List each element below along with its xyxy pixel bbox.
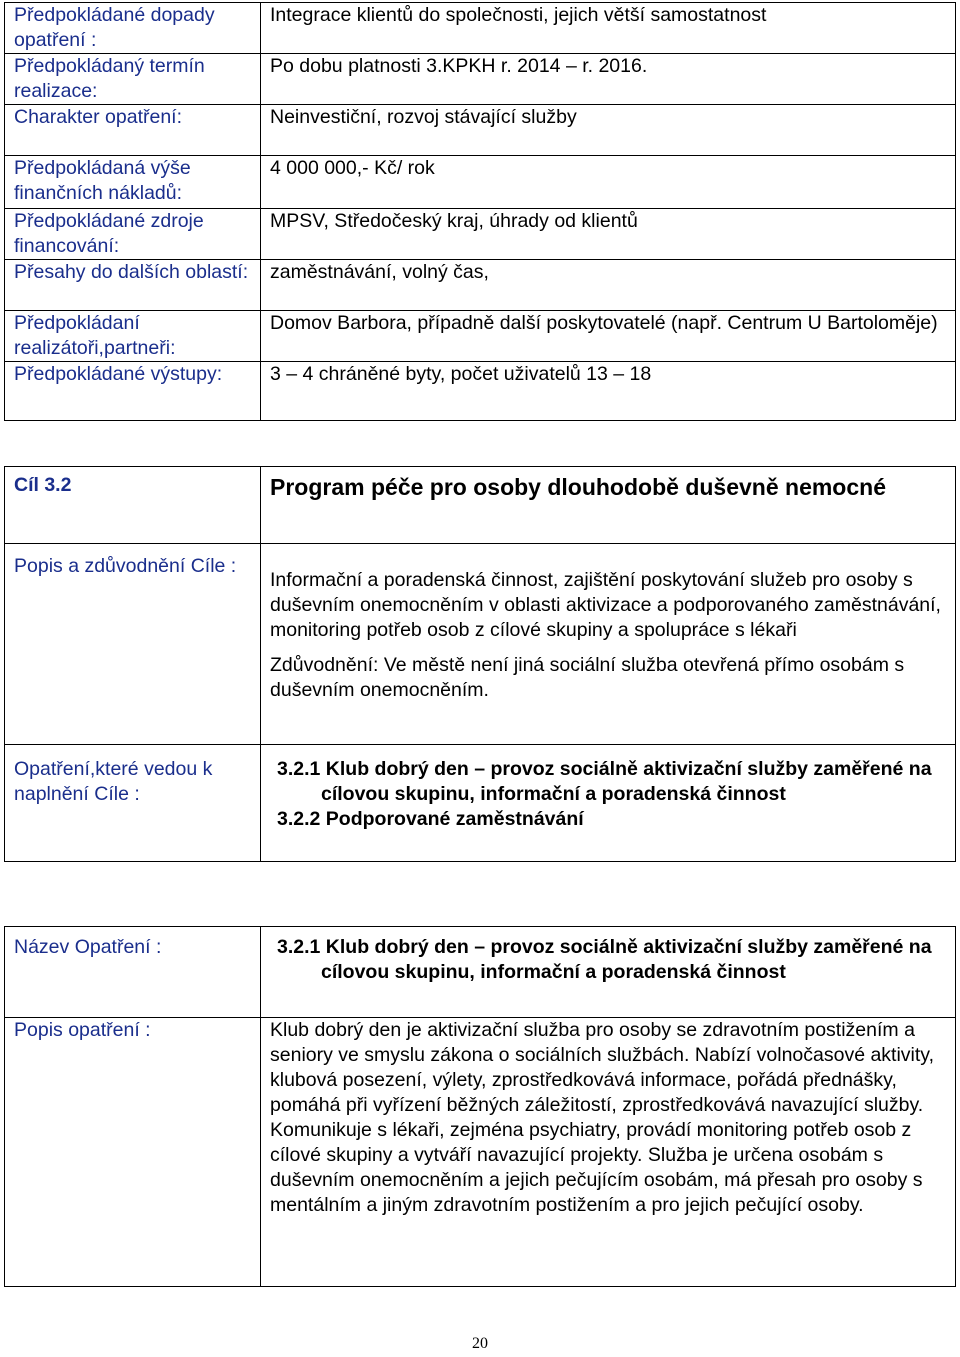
project-details-table — [4, 2, 956, 421]
description-text: Informační a poradenská činnost, zajištění poskytování služeb pro osoby s duševním onemocněním v oblasti aktivizace a podporovaného zaměstnávání, monitoring potřeb osob z cílové skupiny a spolupráce s lékaři — [270, 569, 941, 641]
row-label: Přesahy do dalších oblastí: — [5, 260, 261, 311]
measures-label: Opatření,které vedou k naplnění Cíle : — [5, 745, 261, 862]
page-number: 20 — [472, 1335, 488, 1352]
table-row — [5, 927, 956, 1018]
name-value: 3.2.1 Klub dobrý den – provoz sociálně aktivizační služby zaměřené na cílovou skupinu, informační a poradenská činnost — [277, 936, 932, 983]
description-label: Popis a zdůvodnění Cíle : — [5, 544, 261, 745]
table-row — [5, 54, 956, 105]
table-row — [5, 105, 956, 156]
table-row — [5, 362, 956, 421]
table-row — [5, 311, 956, 362]
table-row — [5, 209, 956, 260]
row-value: Integrace klientů do společnosti, jejich větší samostatnost — [261, 3, 956, 54]
name-label: Název Opatření : — [5, 927, 261, 1018]
desc-label: Popis opatření : — [5, 1018, 261, 1287]
goal-title: Program péče pro osoby dlouhodobě duševně nemocné — [270, 474, 886, 500]
row-value: Neinvestiční, rozvoj stávající služby — [261, 105, 956, 156]
row-value: zaměstnávání, volný čas, — [261, 260, 956, 311]
row-label: Předpokládaní realizátoři,partneři: — [5, 311, 261, 362]
row-value: 4 000 000,- Kč/ rok — [261, 156, 956, 209]
row-label: Předpokládané zdroje financování: — [5, 209, 261, 260]
table-row — [5, 467, 956, 544]
table-row — [5, 260, 956, 311]
row-value: 3 – 4 chráněné byty, počet uživatelů 13 – 18 — [261, 362, 956, 421]
row-label: Charakter opatření: — [5, 105, 261, 156]
measure-item: 3.2.2 Podporované zaměstnávání — [277, 808, 584, 830]
row-value: Domov Barbora, případně další poskytovatelé (např. Centrum U Bartoloměje) — [261, 311, 956, 362]
row-label: Předpokládané výstupy: — [5, 362, 261, 421]
table-row — [5, 745, 956, 862]
measure-detail-table — [4, 926, 956, 1287]
measure-item: 3.2.1 Klub dobrý den – provoz sociálně aktivizační služby zaměřené na cílovou skupinu, informační a poradenská činnost — [277, 758, 932, 805]
row-value: Po dobu platnosti 3.KPKH r. 2014 – r. 2016. — [261, 54, 956, 105]
table-row — [5, 1018, 956, 1287]
goal-label: Cíl 3.2 — [5, 467, 261, 544]
desc-value: Klub dobrý den je aktivizační služba pro osoby se zdravotním postižením a seniory ve smyslu zákona o sociálních službách. Nabízí volnočasové aktivity, klubová posezení, výlety, zprostředkovává informace, pořádá přednášky, pomáhá při vyřízení běžných záležitostí, zprostředkovává navazující služby. Komunikuje s lékaři, zejména psychiatry, provádí monitoring potřeb osob z cílové skupiny a vytváří navazující projekty. Služba je určena osobám s duševním onemocněním a jejich pečujícím osobám, má přesah pro osoby s mentálním a jiným zdravotním postižením a pro jejich pečující osoby. — [261, 1018, 956, 1287]
justification-text: Zdůvodnění: Ve městě není jiná sociální služba otevřená přímo osobám s duševním onemocněním. — [270, 654, 905, 701]
table-row — [5, 544, 956, 745]
row-value: MPSV, Středočeský kraj, úhrady od klientů — [261, 209, 956, 260]
table-row — [5, 3, 956, 54]
table-row — [5, 156, 956, 209]
row-label: Předpokládané dopady opatření : — [5, 3, 261, 54]
row-label: Předpokládaný termín realizace: — [5, 54, 261, 105]
row-label: Předpokládaná výše finančních nákladů: — [5, 156, 261, 209]
goal-table — [4, 466, 956, 862]
